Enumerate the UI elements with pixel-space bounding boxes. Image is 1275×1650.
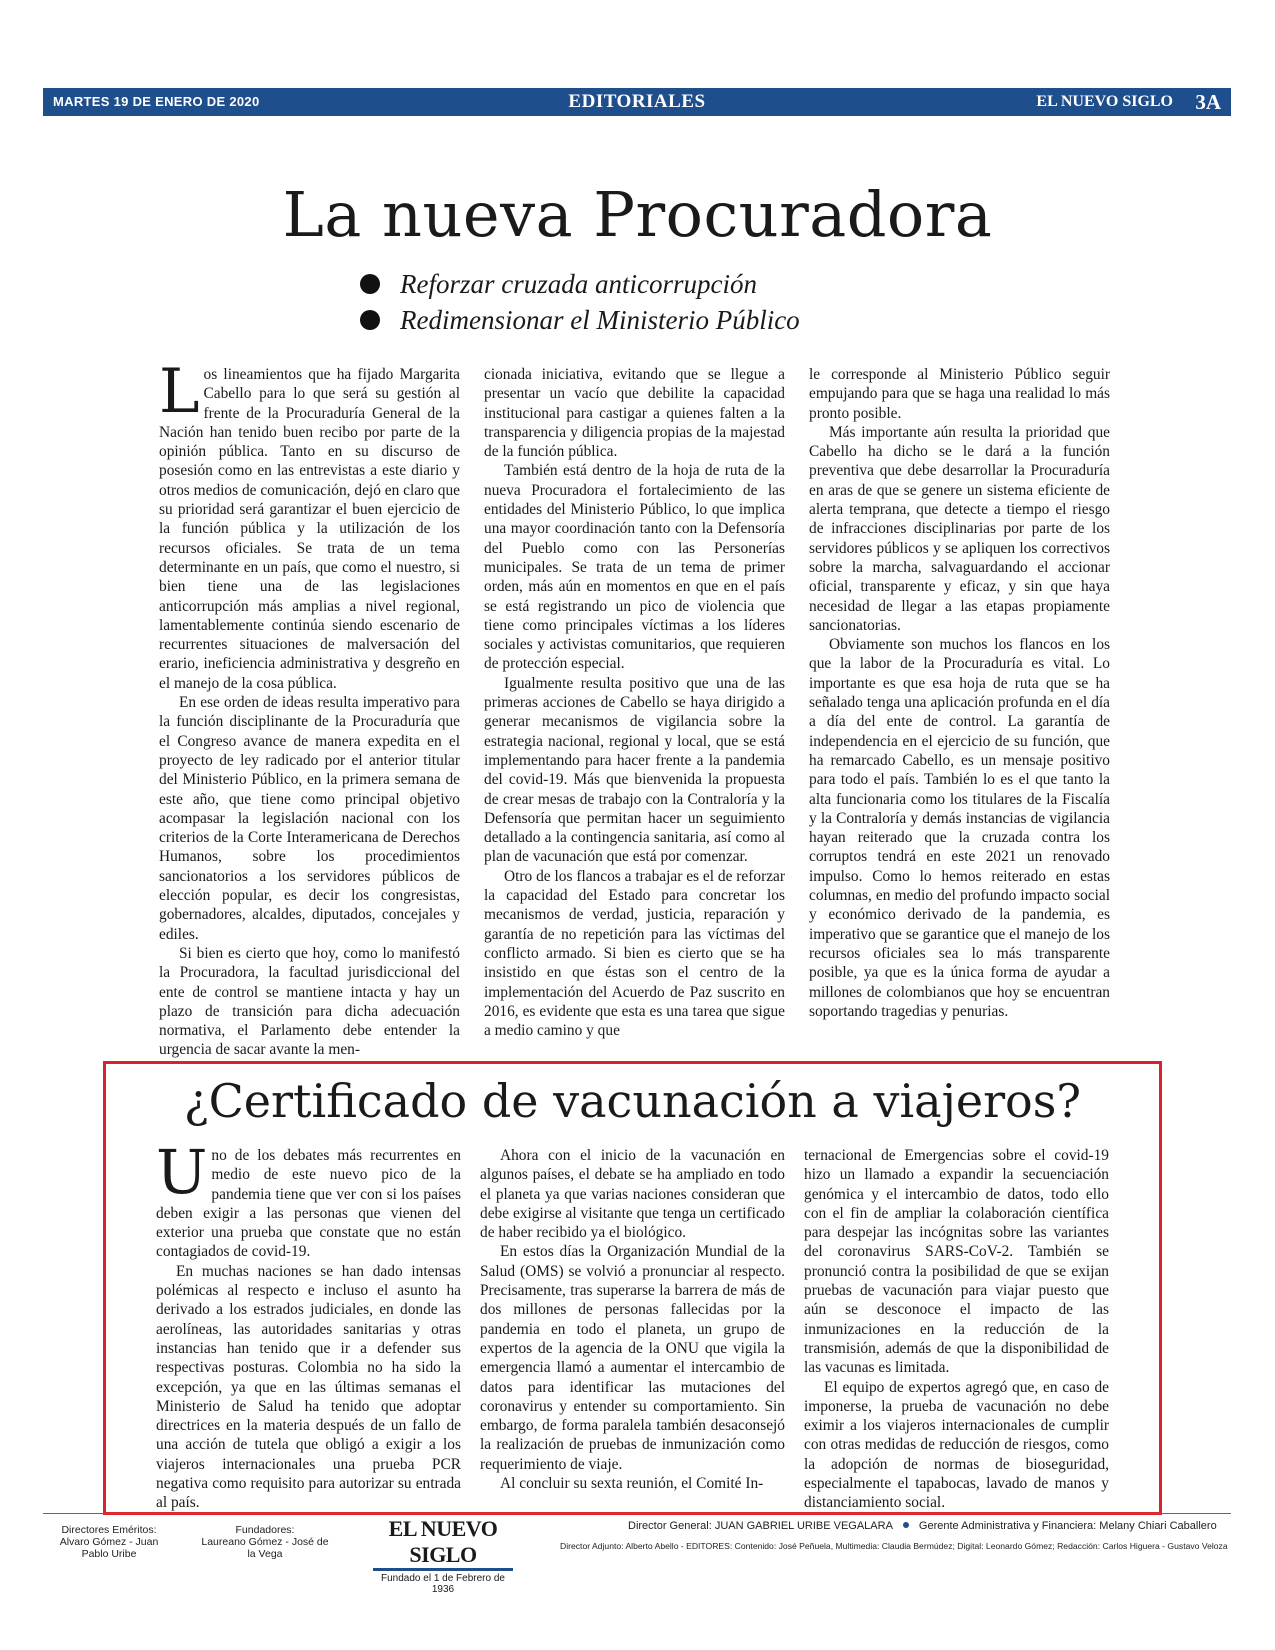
founded-date: Fundado el 1 de Febrero de 1936 (381, 1573, 505, 1595)
article-paragraph: Más importante aún resulta la prioridad que Cabello ha dicho se le dará a la función preventiva que debe desarrollar la Procuraduría en aras de que se genere un sistema eficiente de alerta temprana, que detecte a tiempo el riesgo de infracciones disciplinarias por parte de los servidores públicos y se apliquen los correctivos sobre la marcha, salvaguardando el accionar oficial, transparente y eficaz, y sin que haya necesidad de llegar a las etapas propiamente sancionatorias. (809, 423, 1110, 634)
article-paragraph: Obviamente son muchos los flancos en los que la labor de la Procuraduría es vital. Lo importante es que esa hoja de ruta que se ha señalado tenga una aplicación profunda en el día a día del ente de control. La garantía de independencia en el ejercicio de su función, que ha remarcado Cabello, es un mensaje positivo para todo el país. También lo es el que tanto la alta funcionaria como los titulares de la Fiscalía y la Contraloría y demás instancias de vigilancia hayan reiterado que la cruzada contra los corruptos tendrá en este 2021 un renovado impulso. Como lo hemos reiterado en estas columnas, en medio del profundo impacto social y económico derivado de la pandemia, es imperativo que se garantice que el manejo de los recursos oficiales sea lo más transparente posible, ya que es la única forma de ayudar a millones de colombianos que hoy se encuentran soportando tragedias y penurias. (809, 636, 1110, 1020)
page-number: 3A (1195, 90, 1221, 114)
article-column (804, 1146, 1109, 1513)
drop-cap: L (159, 356, 200, 427)
article-paragraph: En muchas naciones se han dado intensas polémicas al respecto e incluso el asunto ha derivado a los estrados judiciales, en donde las aerolíneas, las autoridades sanitarias y otras instancias han tenido que ir a defender sus respectivas posturas. Colombia no ha sido la excepción, ya que en las últimas semanas el Ministerio de Salud ha tenido que adoptar directrices en la materia después de un fallo de una acción de tutela que obligó a exigir a los viajeros internacionales una prueba PCR negativa como requisito para autorizar su entrada al país. (156, 1262, 461, 1512)
article-paragraph: ternacional de Emergencias sobre el covid-19 hizo un llamado a expandir la secuenciación genómica y el intercambio de datos, todo ello con el fin de ampliar la colaboración científica para despejar las incógnitas sobre las variantes del coronavirus SARS-CoV-2. También se pronunció contra la posibilidad de que se exijan pruebas de vacunación para viajar puesto que aún se desconoce el impacto de las inmunizaciones en la reducción de la transmisión, además de que la disponibilidad de las vacunas es limitada. (804, 1147, 1109, 1377)
footer-logo-text: EL NUEVO SIGLO (388, 1516, 498, 1567)
editors-line: Director Adjunto: Alberto Abello - EDITORES: Contenido: José Peñuela, Multimedia: Claudia Bermúdez; Digital: Leonardo Gómez; Redacción: Carlos Higuera - Gustavo Veloza (560, 1541, 1228, 1551)
emeritus-names: Alvaro Gómez - Juan Pablo Uribe (59, 1536, 159, 1560)
manager-name: Melany Chiari Caballero (1099, 1520, 1217, 1532)
section-title: EDITORIALES (568, 91, 706, 112)
founders-names: Laureano Gómez - José de la Vega (201, 1536, 329, 1560)
newspaper-brand: EL NUEVO SIGLO (1036, 93, 1173, 110)
article-paragraph (159, 356, 460, 693)
article-paragraph: También está dentro de la hoja de ruta de la nueva Procuradora el fortalecimiento de las entidades del Ministerio Público, lo que implica una mayor coordinación tanto con la Defensoría del Pueblo como con las Personerías municipales. Se trata de un tema de primer orden, más aún en momentos en que en el país se está registrando un pico de violencia que tiene como principales víctimas a los líderes sociales y activistas comunitarios, que requieren de protección especial. (484, 462, 785, 673)
manager-label: Gerente Administrativa y Financiera: (918, 1520, 1097, 1532)
boxed-editorial-body (156, 1137, 1109, 1513)
article-paragraph: En ese orden de ideas resulta imperativo para la función disciplinante de la Procuraduría que el Congreso avance de manera expedita en el proyecto de ley radicado por el anterior titular del Ministerio Público, en la primera semana de este año, que tiene como principal objetivo acompasar la legislación nacional con los criterios de la Corte Interamericana de Derechos Humanos, sobre los procedimientos sancionatorios a los servidores públicos de elección popular, es decir los congresistas, gobernadores, alcaldes, diputados, concejales y ediles. (159, 694, 460, 943)
boxed-editorial-headline: ¿Certificado de vacunación a viajeros? (183, 1074, 1082, 1128)
article-paragraph: Si bien es cierto que hoy, como lo manifestó la Procuradora, la facultad jurisdiccional del ente de control se mantiene intacta y hay un plazo de transición para dicha adecuación normativa, el Parlamento debe entender la urgencia de sacar avante la men- (159, 944, 460, 1059)
director-label: Director General: (628, 1520, 712, 1532)
subhead-item (360, 266, 800, 302)
director-name: JUAN GABRIEL URIBE VEGALARA (714, 1520, 893, 1532)
article-paragraph: cionada iniciativa, evitando que se llegue a presentar un vacío que debilite la capacidad institucional para castigar a quienes falten a la transparencia y diligencia propias de la majestad de la función pública. (484, 366, 785, 461)
founders (200, 1524, 330, 1560)
bullet-icon (360, 274, 380, 294)
subhead-item (360, 302, 800, 338)
separator-dot-icon (903, 1522, 909, 1528)
editorial-headline: La nueva Procuradora (282, 178, 993, 251)
founders-label: Fundadores: (235, 1524, 295, 1536)
article-paragraph: Otro de los flancos a trabajar es el de reforzar la capacidad del Estado para concretar los mecanismos de verdad, justicia, reparación y garantía de no repetición para las víctimas del conflicto armado. Si bien es cierto que se ha insistido en que éstas son el centro de la implementación del Acuerdo de Paz suscrito en 2016, es evidente que esta es una tarea que sigue a medio camino y que (484, 867, 785, 1040)
editorial-body (159, 356, 1110, 1060)
article-column (484, 365, 785, 1060)
article-paragraph: le corresponde al Ministerio Público seguir empujando para que se haga una realidad lo más pronto posible. (809, 366, 1110, 422)
paragraph-text: os lineamientos que ha fijado Margarita Cabello para lo que será su gestión al frente de la Procuraduría General de la Nación han tenido buen recibo por parte de la opinión pública. Tanto en su discurso de posesión como en las entrevistas a este diario y otros medios de comunicación, dejó en claro que su prioridad será garantizar el buen ejercicio de la función pública y la utilización de los recursos oficiales. Se trata de un tema determinante en un país, que como el nuestro, si bien tiene una de las legislaciones anticorrupción más amplias a nivel regional, lamentablemente continúa siendo escenario de recurrentes situaciones de malversación del erario, ineficiencia administrativa y desgreño en el manejo de la cosa pública. (159, 366, 460, 692)
article-paragraph: En estos días la Organización Mundial de la Salud (OMS) se volvió a pronunciar al respecto. Precisamente, tras superarse la barrera de más de dos millones de personas fallecidas por la pandemia en todo el planeta, un grupo de expertos de la agencia de la ONU que vigila la emergencia llamó a aumentar el intercambio de datos para identificar las mutaciones del coronavirus y entender su comportamiento. Sin embargo, de forma paralela también desaconsejó la realización de pruebas de inmunización como requerimiento de viaje. (480, 1243, 785, 1473)
article-paragraph: Al concluir su sexta reunión, el Comité In- (500, 1475, 764, 1493)
page-header-bar (43, 88, 1231, 116)
paragraph-text: no de los debates más recurrentes en medio de este nuevo pico de la pandemia tiene que ver con si los países deben exigir a las personas que vienen del exterior una prueba que constate que no están contagiados de covid-19. (156, 1147, 461, 1261)
issue-date: MARTES 19 DE ENERO DE 2020 (53, 94, 260, 109)
editorial-subheads (360, 266, 800, 338)
article-paragraph: El equipo de expertos agregó que, en caso de imponerse, la prueba de vacunación no debe eximir a los viajeros internacionales de cumplir con otras medidas de reducción de riesgos, como la adopción de normas de bioseguridad, especialmente el tapabocas, lavado de manos y distanciamiento social. (804, 1378, 1109, 1512)
subhead-text: Reforzar cruzada anticorrupción (400, 268, 757, 299)
article-paragraph: Ahora con el inicio de la vacunación en algunos países, el debate se ha ampliado en todo el planeta ya que varias naciones consideran que debe exigirse al visitante que tenga un certificado de haber recibido ya el biológico. (480, 1147, 785, 1242)
footer-logo (373, 1516, 513, 1595)
emeritus-label: Directores Eméritos: (61, 1524, 157, 1536)
article-column (159, 356, 460, 1060)
drop-cap: U (156, 1137, 208, 1208)
emeritus-directors (50, 1524, 168, 1560)
article-column (156, 1137, 461, 1513)
article-column (809, 365, 1110, 1060)
logo-underline (373, 1568, 513, 1571)
article-column (480, 1146, 785, 1513)
article-paragraph: Igualmente resulta positivo que una de las primeras acciones de Cabello se haya dirigido a generar mecanismos de vigilancia sobre la estrategia nacional, regional y local, que se está implementando para hacer frente a la pandemia del covid-19. Más que bienvenida la propuesta de crear mesas de trabajo con la Contraloría y la Defensoría que permitan hacer un seguimiento detallado a la contingencia sanitaria, así como al plan de vacunación que está por comenzar. (484, 674, 785, 866)
bullet-icon (360, 310, 380, 330)
article-paragraph (156, 1137, 461, 1262)
footer-divider (43, 1513, 1231, 1514)
masthead-line (628, 1520, 1217, 1532)
subhead-text: Redimensionar el Ministerio Público (400, 304, 800, 335)
